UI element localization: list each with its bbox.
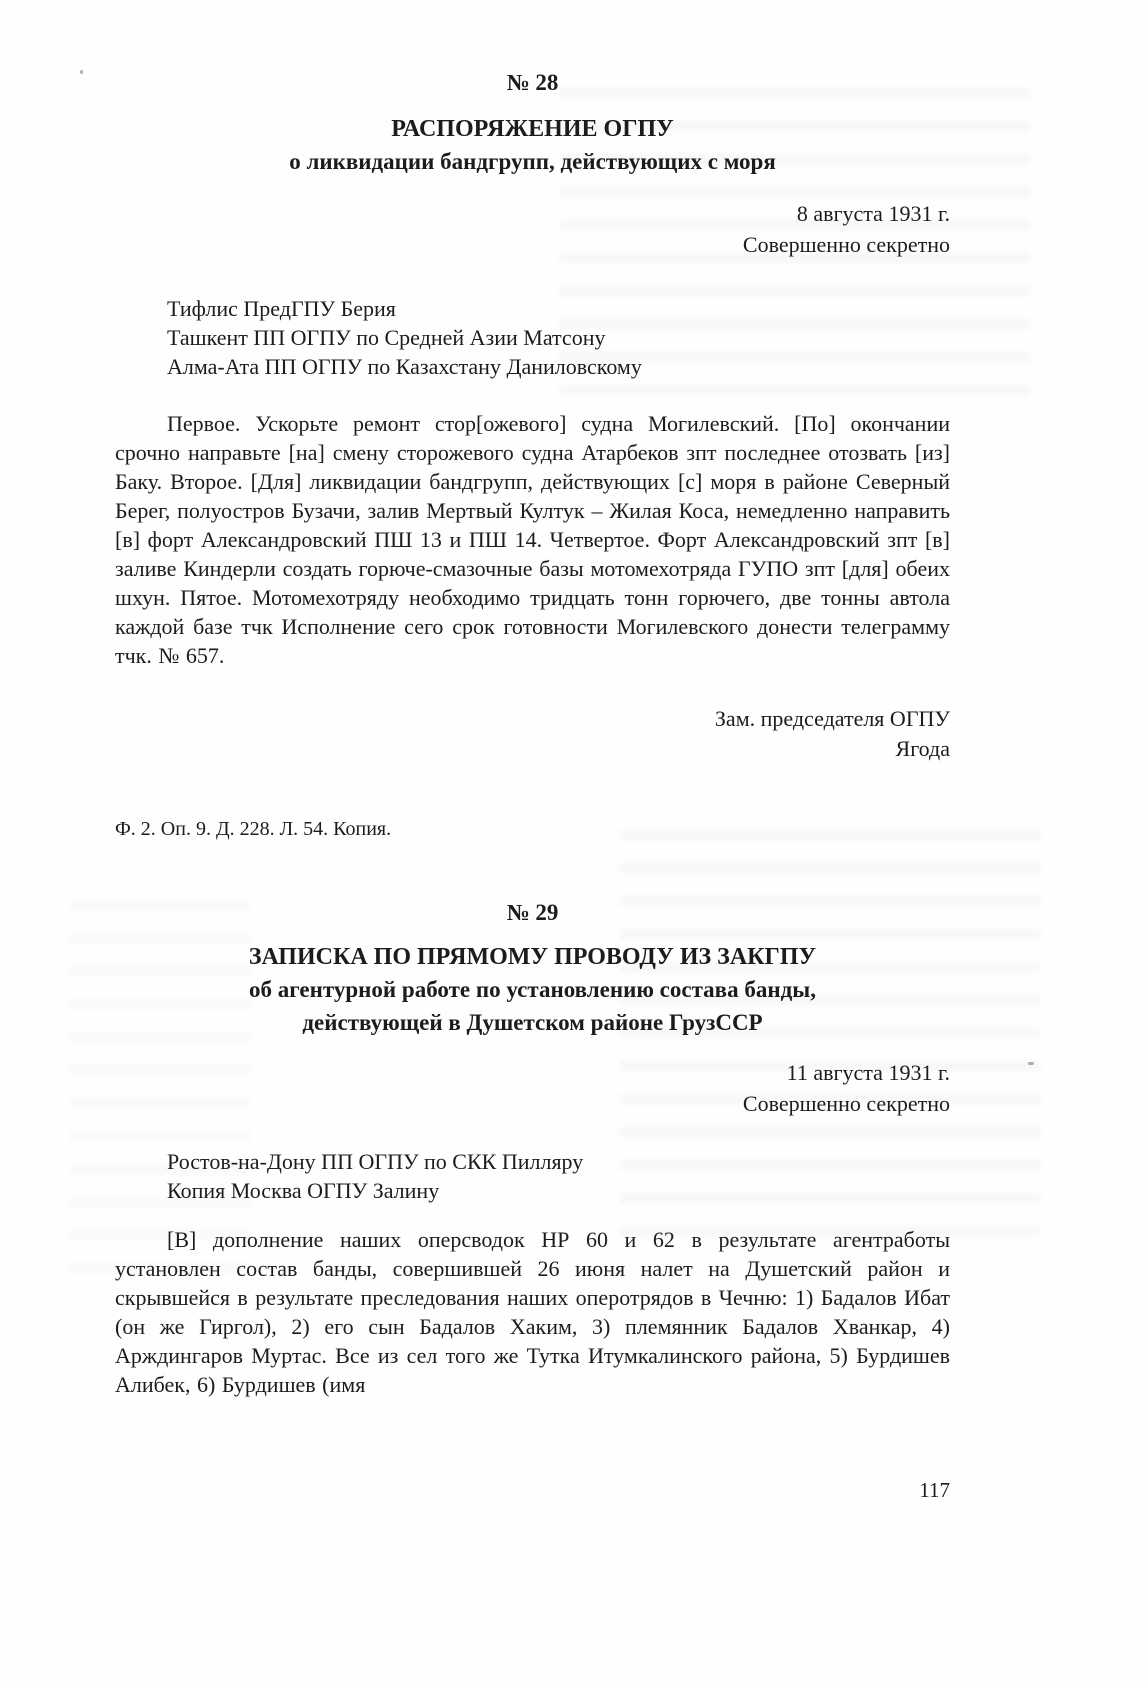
doc28-addressees bbox=[167, 294, 950, 381]
doc29-number: № 29 bbox=[506, 900, 559, 925]
signature-title: Зам. председателя ОГПУ bbox=[714, 706, 950, 731]
page-number: 117 bbox=[919, 1478, 950, 1502]
doc28-classification: Совершенно секретно bbox=[742, 232, 950, 257]
doc28-title-line2: о ликвидации бандгрупп, действующих с моря bbox=[289, 149, 776, 174]
doc29-title-line2: об агентурной работе по установлению состава банды, bbox=[249, 977, 816, 1002]
doc29-addressees bbox=[167, 1147, 950, 1205]
addressee-line: Копия Москва ОГПУ Залину bbox=[167, 1178, 440, 1203]
signature-name: Ягода bbox=[895, 736, 950, 761]
document-29 bbox=[115, 900, 950, 1399]
doc29-classification: Совершенно секретно bbox=[742, 1091, 950, 1116]
doc29-title-line1: ЗАПИСКА ПО ПРЯМОМУ ПРОВОДУ ИЗ ЗАКГПУ bbox=[248, 944, 817, 970]
addressee-line: Ростов-на-Дону ПП ОГПУ по СКК Пилляру bbox=[167, 1149, 584, 1174]
doc28-title-line1: РАСПОРЯЖЕНИЕ ОГПУ bbox=[391, 116, 674, 142]
doc28-signature bbox=[115, 704, 950, 764]
doc28-body: Первое. Ускорьте ремонт стор[ожевого] судна Могилевский. [По] окончании срочно направьте [на] смену сторожевого судна Атарбеков зпт последнее отозвать [из] Баку. Второе. [Для] ликвидации бандгрупп, действующих [с] моря в районе Северный Берег, полуостров Бузачи, залив Мертвый Култук – Жилая Коса, немедленно направить [в] форт Александровский ПШ 13 и ПШ 14. Четвертое. Форт Александровский зпт [в] заливе Киндерли создать горюче-смазочные базы мотомехотряда ГУПО зпт [для] обеих шхун. Пятое. Мотомехотряду необходимо тридцать тонн горючего, две тонны автола каждой базе тчк Исполнение сего срок готовности Могилевского донести телеграмму тчк. № 657. bbox=[115, 411, 950, 668]
doc28-number: № 28 bbox=[506, 70, 559, 95]
doc28-archive-reference: Ф. 2. Оп. 9. Д. 228. Л. 54. Копия. bbox=[115, 818, 392, 840]
addressee-line: Тифлис ПредГПУ Берия bbox=[167, 296, 396, 321]
doc29-date: 11 августа 1931 г. bbox=[786, 1060, 950, 1085]
doc29-body: [В] дополнение наших оперсводок НР 60 и 62 в результате агентработы установлен состав банды, совершившей 26 июня налет на Душетский район и скрывшейся в результате преследования наших оперотрядов в Чечню: 1) Бадалов Ибат (он же Гиргол), 2) его сын Бадалов Хаким, 3) племянник Бадалов Хванкар, 4) Арждингаров Муртас. Все из сел того же Тутка Итумкалинского района, 5) Бурдишев Алибек, 6) Бурдишев (имя bbox=[115, 1227, 950, 1397]
doc29-date-block bbox=[115, 1057, 950, 1119]
addressee-line: Алма-Ата ПП ОГПУ по Казахстану Даниловскому bbox=[167, 354, 642, 379]
addressee-line: Ташкент ПП ОГПУ по Средней Азии Матсону bbox=[167, 325, 606, 350]
document-28 bbox=[115, 70, 950, 842]
doc28-date: 8 августа 1931 г. bbox=[796, 201, 950, 226]
doc29-title-line3: действующей в Душетском районе ГрузССР bbox=[302, 1010, 763, 1035]
doc28-date-block bbox=[115, 198, 950, 260]
